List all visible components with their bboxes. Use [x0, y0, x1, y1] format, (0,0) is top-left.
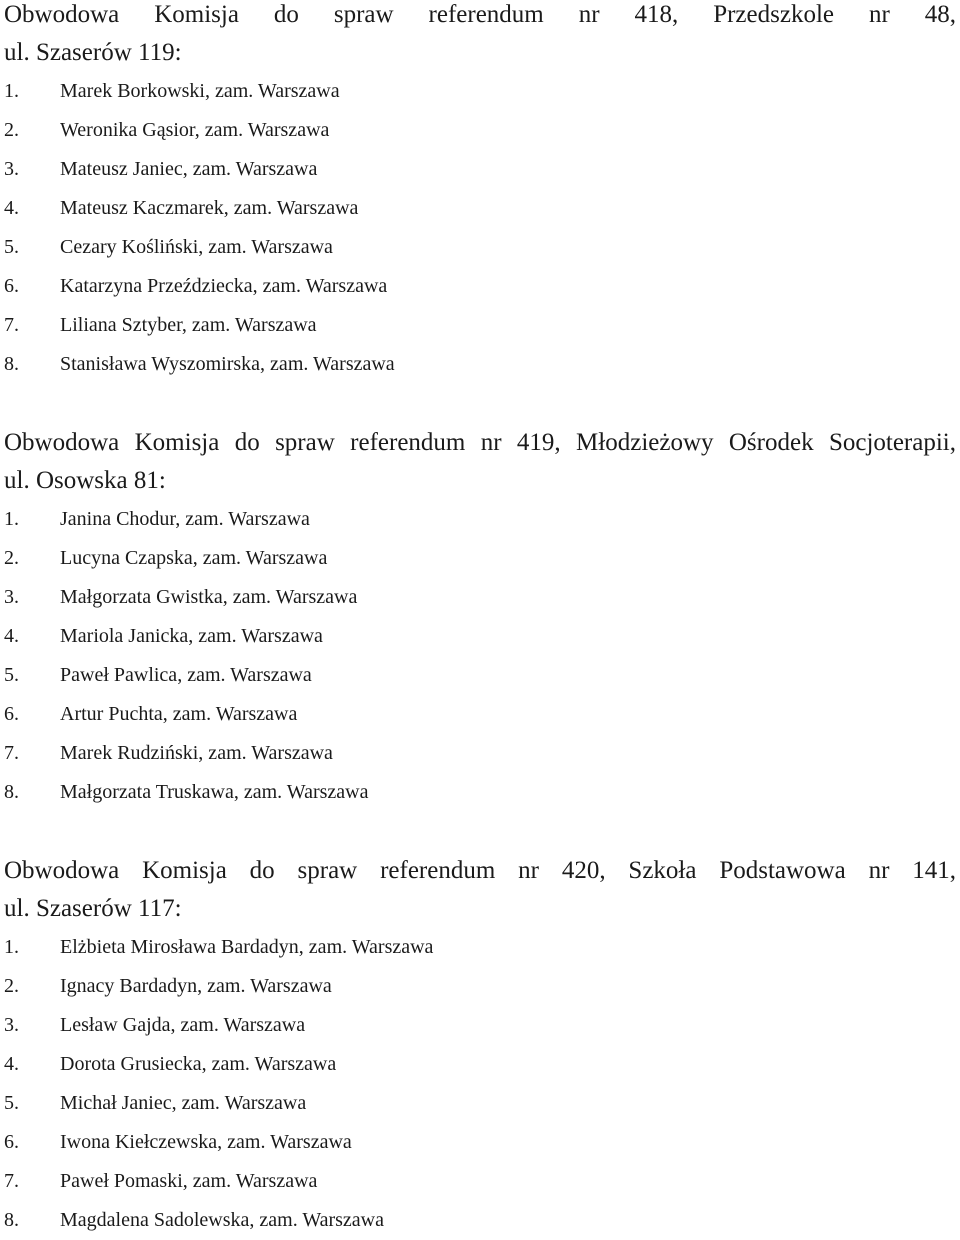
member-text: Artur Puchta, zam. Warszawa — [60, 703, 298, 725]
item-number: 1. — [4, 80, 19, 102]
item-number: 7. — [4, 1170, 19, 1192]
heading-line-2: ul. Osowska 81: — [4, 467, 166, 494]
list-item — [4, 150, 956, 189]
item-number: 5. — [4, 664, 19, 686]
member-text: Lesław Gajda, zam. Warszawa — [60, 1014, 306, 1036]
commission-section-418 — [4, 0, 956, 384]
member-text: Dorota Grusiecka, zam. Warszawa — [60, 1053, 337, 1075]
heading-line-2: ul. Szaserów 119: — [4, 39, 182, 66]
heading-line-1: Obwodowa Komisja do spraw referendum nr 420, Szkoła Podstawowa nr 141, — [4, 857, 956, 884]
item-number: 8. — [4, 781, 19, 803]
heading-line-2: ul. Szaserów 117: — [4, 895, 182, 922]
member-text: Michał Janiec, zam. Warszawa — [60, 1092, 307, 1114]
member-text: Magdalena Sadolewska, zam. Warszawa — [60, 1209, 385, 1231]
member-text: Paweł Pomaski, zam. Warszawa — [60, 1170, 318, 1192]
item-number: 4. — [4, 625, 19, 647]
list-item — [4, 345, 956, 384]
member-text: Cezary Kośliński, zam. Warszawa — [60, 236, 333, 258]
list-item — [4, 306, 956, 345]
commission-heading — [4, 424, 956, 500]
list-item — [4, 656, 956, 695]
item-number: 6. — [4, 275, 19, 297]
list-item — [4, 967, 956, 1006]
list-item — [4, 539, 956, 578]
list-item — [4, 111, 956, 150]
member-list — [4, 500, 956, 812]
member-text: Paweł Pawlica, zam. Warszawa — [60, 664, 312, 686]
list-item — [4, 267, 956, 306]
member-list — [4, 928, 956, 1240]
list-item — [4, 228, 956, 267]
item-number: 2. — [4, 119, 19, 141]
member-text: Małgorzata Gwistka, zam. Warszawa — [60, 586, 358, 608]
heading-line-1: Obwodowa Komisja do spraw referendum nr 419, Młodzieżowy Ośrodek Socjoterapii, — [4, 429, 956, 456]
section-spacer — [4, 812, 956, 852]
member-text: Mateusz Kaczmarek, zam. Warszawa — [60, 197, 359, 219]
member-text: Lucyna Czapska, zam. Warszawa — [60, 547, 328, 569]
item-number: 4. — [4, 197, 19, 219]
item-number: 7. — [4, 742, 19, 764]
item-number: 3. — [4, 1014, 19, 1036]
list-item — [4, 72, 956, 111]
member-text: Mateusz Janiec, zam. Warszawa — [60, 158, 318, 180]
member-text: Katarzyna Przeździecka, zam. Warszawa — [60, 275, 388, 297]
list-item — [4, 1006, 956, 1045]
item-number: 5. — [4, 236, 19, 258]
item-number: 1. — [4, 936, 19, 958]
commission-heading — [4, 0, 956, 72]
member-list — [4, 72, 956, 384]
list-item — [4, 617, 956, 656]
item-number: 5. — [4, 1092, 19, 1114]
list-item — [4, 1201, 956, 1240]
list-item — [4, 1162, 956, 1201]
list-item — [4, 1123, 956, 1162]
item-number: 7. — [4, 314, 19, 336]
list-item — [4, 928, 956, 967]
item-number: 3. — [4, 158, 19, 180]
item-number: 6. — [4, 703, 19, 725]
member-text: Małgorzata Truskawa, zam. Warszawa — [60, 781, 369, 803]
item-number: 8. — [4, 1209, 19, 1231]
item-number: 1. — [4, 508, 19, 530]
member-text: Weronika Gąsior, zam. Warszawa — [60, 119, 330, 141]
member-text: Mariola Janicka, zam. Warszawa — [60, 625, 323, 647]
item-number: 3. — [4, 586, 19, 608]
list-item — [4, 500, 956, 539]
member-text: Iwona Kiełczewska, zam. Warszawa — [60, 1131, 352, 1153]
item-number: 2. — [4, 975, 19, 997]
commission-section-419 — [4, 424, 956, 812]
list-item — [4, 734, 956, 773]
member-text: Ignacy Bardadyn, zam. Warszawa — [60, 975, 332, 997]
member-text: Janina Chodur, zam. Warszawa — [60, 508, 310, 530]
list-item — [4, 189, 956, 228]
list-item — [4, 695, 956, 734]
item-number: 2. — [4, 547, 19, 569]
member-text: Marek Borkowski, zam. Warszawa — [60, 80, 340, 102]
member-text: Stanisława Wyszomirska, zam. Warszawa — [60, 353, 395, 375]
member-text: Marek Rudziński, zam. Warszawa — [60, 742, 333, 764]
item-number: 4. — [4, 1053, 19, 1075]
heading-line-1: Obwodowa Komisja do spraw referendum nr 418, Przedszkole nr 48, — [4, 1, 956, 28]
member-text: Liliana Sztyber, zam. Warszawa — [60, 314, 317, 336]
list-item — [4, 578, 956, 617]
section-spacer — [4, 384, 956, 424]
item-number: 6. — [4, 1131, 19, 1153]
list-item — [4, 773, 956, 812]
list-item — [4, 1045, 956, 1084]
member-text: Elżbieta Mirosława Bardadyn, zam. Warszawa — [60, 936, 434, 958]
list-item — [4, 1084, 956, 1123]
item-number: 8. — [4, 353, 19, 375]
commission-heading — [4, 852, 956, 928]
commission-section-420 — [4, 852, 956, 1240]
